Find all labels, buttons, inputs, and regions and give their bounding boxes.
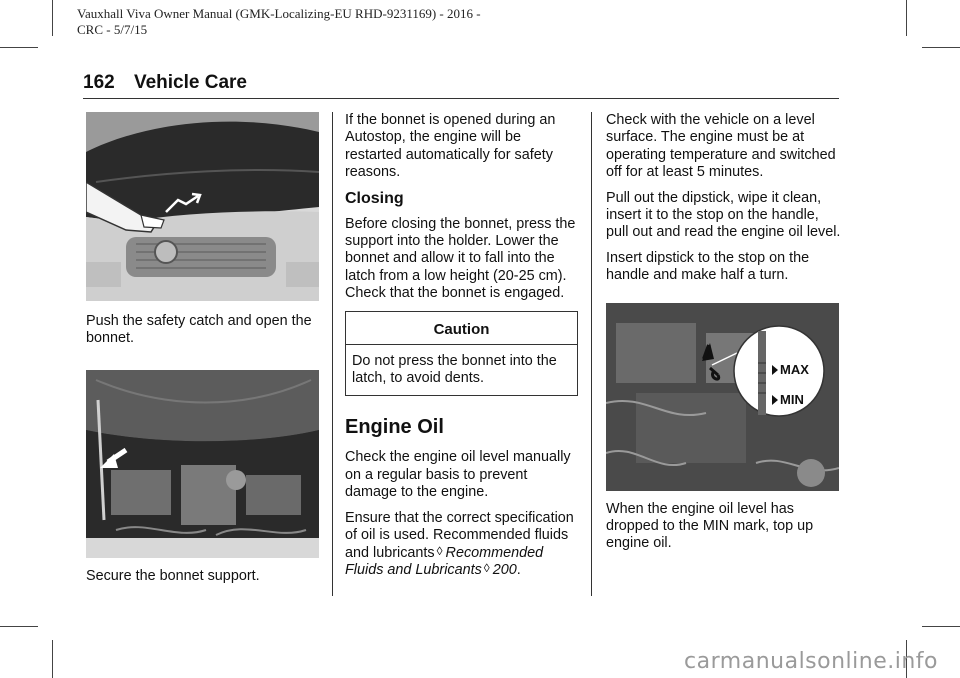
document-meta xyxy=(77,6,537,38)
caption-secure-support: Secure the bonnet support. xyxy=(86,567,260,584)
dipstick-min-label: MIN xyxy=(780,391,804,407)
crop-mark xyxy=(906,0,907,36)
oil-check-paragraph-3: Insert dipstick to the stop on the handle and make half a turn. xyxy=(606,249,810,284)
crop-mark xyxy=(922,626,960,627)
page-number: 162 xyxy=(83,72,115,93)
page-reference-icon: ◊ xyxy=(436,543,443,558)
oil-check-paragraph-4: When the engine oil level has dropped to the MIN mark, top up engine oil. xyxy=(606,500,814,552)
crop-mark xyxy=(52,0,53,36)
bonnet-support-illustration xyxy=(86,370,319,558)
column-2 xyxy=(345,112,580,587)
page-reference-icon: ◊ xyxy=(483,560,490,575)
column-divider xyxy=(591,112,592,596)
watermark: carmanualsonline.info xyxy=(684,649,938,674)
meta-line-2: CRC - 5/7/15 xyxy=(77,22,148,37)
caution-title: Caution xyxy=(346,312,577,345)
dipstick-illustration xyxy=(606,303,839,491)
column-divider xyxy=(332,112,333,596)
crop-mark xyxy=(0,47,38,48)
dipstick-max-label: MAX xyxy=(780,361,809,377)
engine-oil-heading: Engine Oil xyxy=(345,416,444,439)
column-3 xyxy=(606,112,841,561)
bonnet-release-illustration xyxy=(86,112,319,301)
engine-oil-paragraph-1: Check the engine oil level manually on a regular basis to prevent damage to the engine. xyxy=(345,449,571,501)
crop-mark xyxy=(922,47,960,48)
crop-mark xyxy=(52,640,53,678)
caution-text: Do not press the bonnet into the latch, to avoid dents. xyxy=(352,352,557,387)
closing-paragraph: Before closing the bonnet, press the support into the holder. Lower the bonnet and allow it to fall into the latch from a low height (20-25 cm). Check that the bonnet is engaged. xyxy=(345,215,576,302)
caption-push-safety-catch: Push the safety catch and open the bonnet. xyxy=(86,313,312,347)
meta-line-1: Vauxhall Viva Owner Manual (GMK-Localizing-EU RHD-9231169) - 2016 - xyxy=(77,6,481,21)
autostop-paragraph: If the bonnet is opened during an Autostop, the engine will be restarted automatically for safety reasons. xyxy=(345,112,556,181)
header-rule xyxy=(83,98,839,99)
oil-check-paragraph-1: Check with the vehicle on a level surface. The engine must be at operating temperature and switched off for at least 5 minutes. xyxy=(606,112,836,181)
page-heading xyxy=(83,72,247,94)
page-ref-number[interactable]: 200 xyxy=(492,561,517,578)
oil-spec-text: Ensure that the correct specification of oil is used. Recommended fluids and lubricants xyxy=(345,509,574,561)
crop-mark xyxy=(0,626,38,627)
column-1 xyxy=(86,112,319,593)
sentence-end: . xyxy=(516,561,521,578)
recommended-fluids-link[interactable]: Recommended Fluids and Lubricants xyxy=(345,544,544,578)
closing-heading: Closing xyxy=(345,189,404,207)
caution-box xyxy=(345,311,578,397)
section-title: Vehicle Care xyxy=(133,72,248,93)
engine-oil-paragraph-2 xyxy=(345,510,580,580)
oil-check-paragraph-2: Pull out the dipstick, wipe it clean, insert it to the stop on the handle, pull out and read the engine oil level. xyxy=(606,189,841,241)
